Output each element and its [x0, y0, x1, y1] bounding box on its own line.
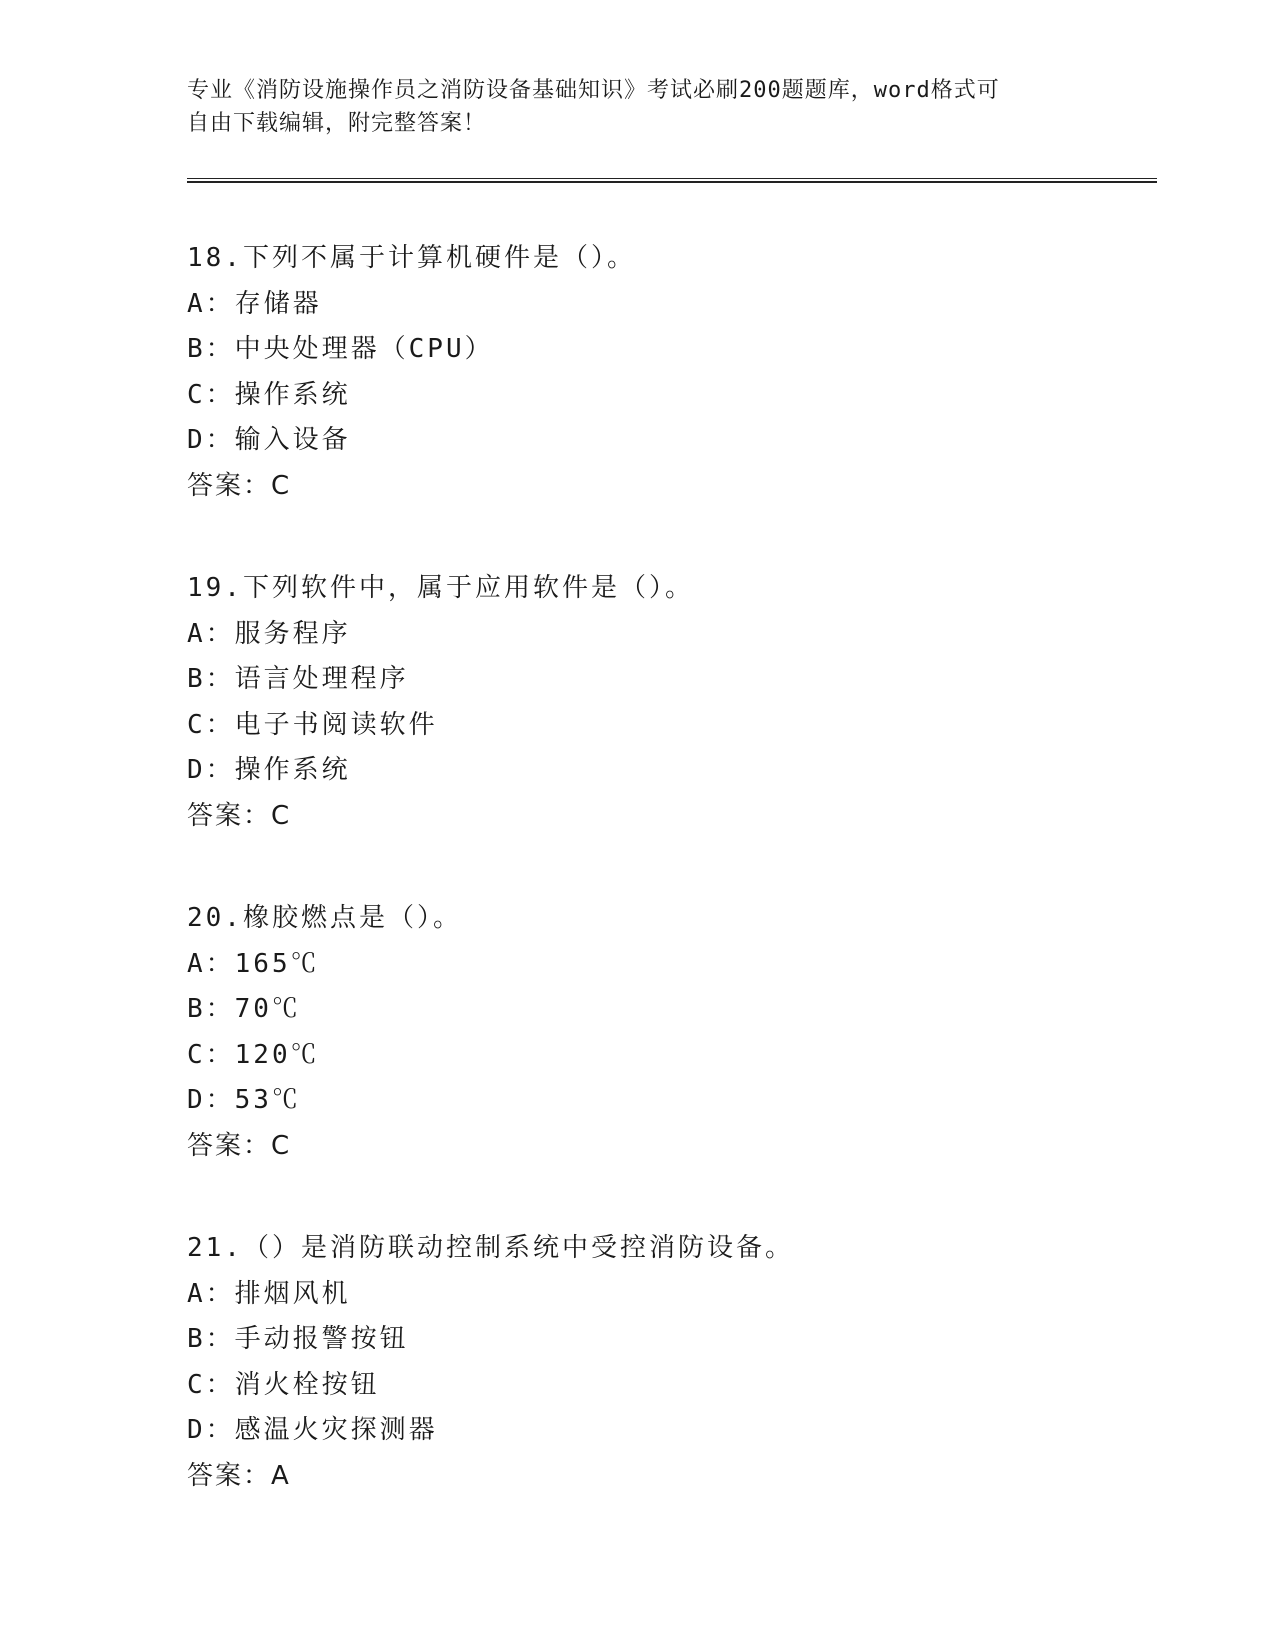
option-d: D：输入设备	[187, 425, 351, 455]
question-title: 20.橡胶燃点是（）。	[187, 903, 462, 933]
answer-line: 答案：A	[187, 1460, 291, 1491]
header-line-2: 自由下载编辑，附完整答案！	[187, 111, 487, 136]
option-c: C：操作系统	[187, 379, 351, 410]
question-title: 18.下列不属于计算机硬件是（）。	[187, 243, 636, 273]
question-title: 19.下列软件中，属于应用软件是（）。	[187, 573, 694, 603]
option-c: C：电子书阅读软件	[187, 709, 438, 740]
document-header	[187, 74, 1087, 140]
answer-line: 答案：C	[187, 800, 292, 831]
question-19	[187, 566, 1157, 839]
option-a: A：排烟风机	[187, 1278, 351, 1309]
answer-line: 答案：C	[187, 1130, 292, 1161]
answer-line: 答案：C	[187, 470, 292, 501]
option-d: D：53℃	[187, 1085, 301, 1115]
header-divider	[187, 178, 1157, 183]
option-a: A：165℃	[187, 948, 320, 979]
option-d: D：感温火灾探测器	[187, 1415, 438, 1445]
option-b: B：70℃	[187, 994, 301, 1024]
question-18	[187, 236, 1157, 509]
question-list	[187, 236, 1157, 1556]
option-b: B：手动报警按钮	[187, 1324, 409, 1354]
option-a: A：存储器	[187, 288, 322, 319]
option-b: B：中央处理器（CPU）	[187, 334, 494, 364]
question-20	[187, 896, 1157, 1169]
question-title: 21.（）是消防联动控制系统中受控消防设备。	[187, 1233, 794, 1263]
option-c: C：120℃	[187, 1039, 320, 1070]
option-d: D：操作系统	[187, 755, 351, 785]
header-line-1: 专业《消防设施操作员之消防设备基础知识》考试必刷200题题库，word格式可	[187, 78, 1000, 103]
option-b: B：语言处理程序	[187, 664, 409, 694]
question-21	[187, 1226, 1157, 1499]
option-a: A：服务程序	[187, 618, 351, 649]
option-c: C：消火栓按钮	[187, 1369, 380, 1400]
